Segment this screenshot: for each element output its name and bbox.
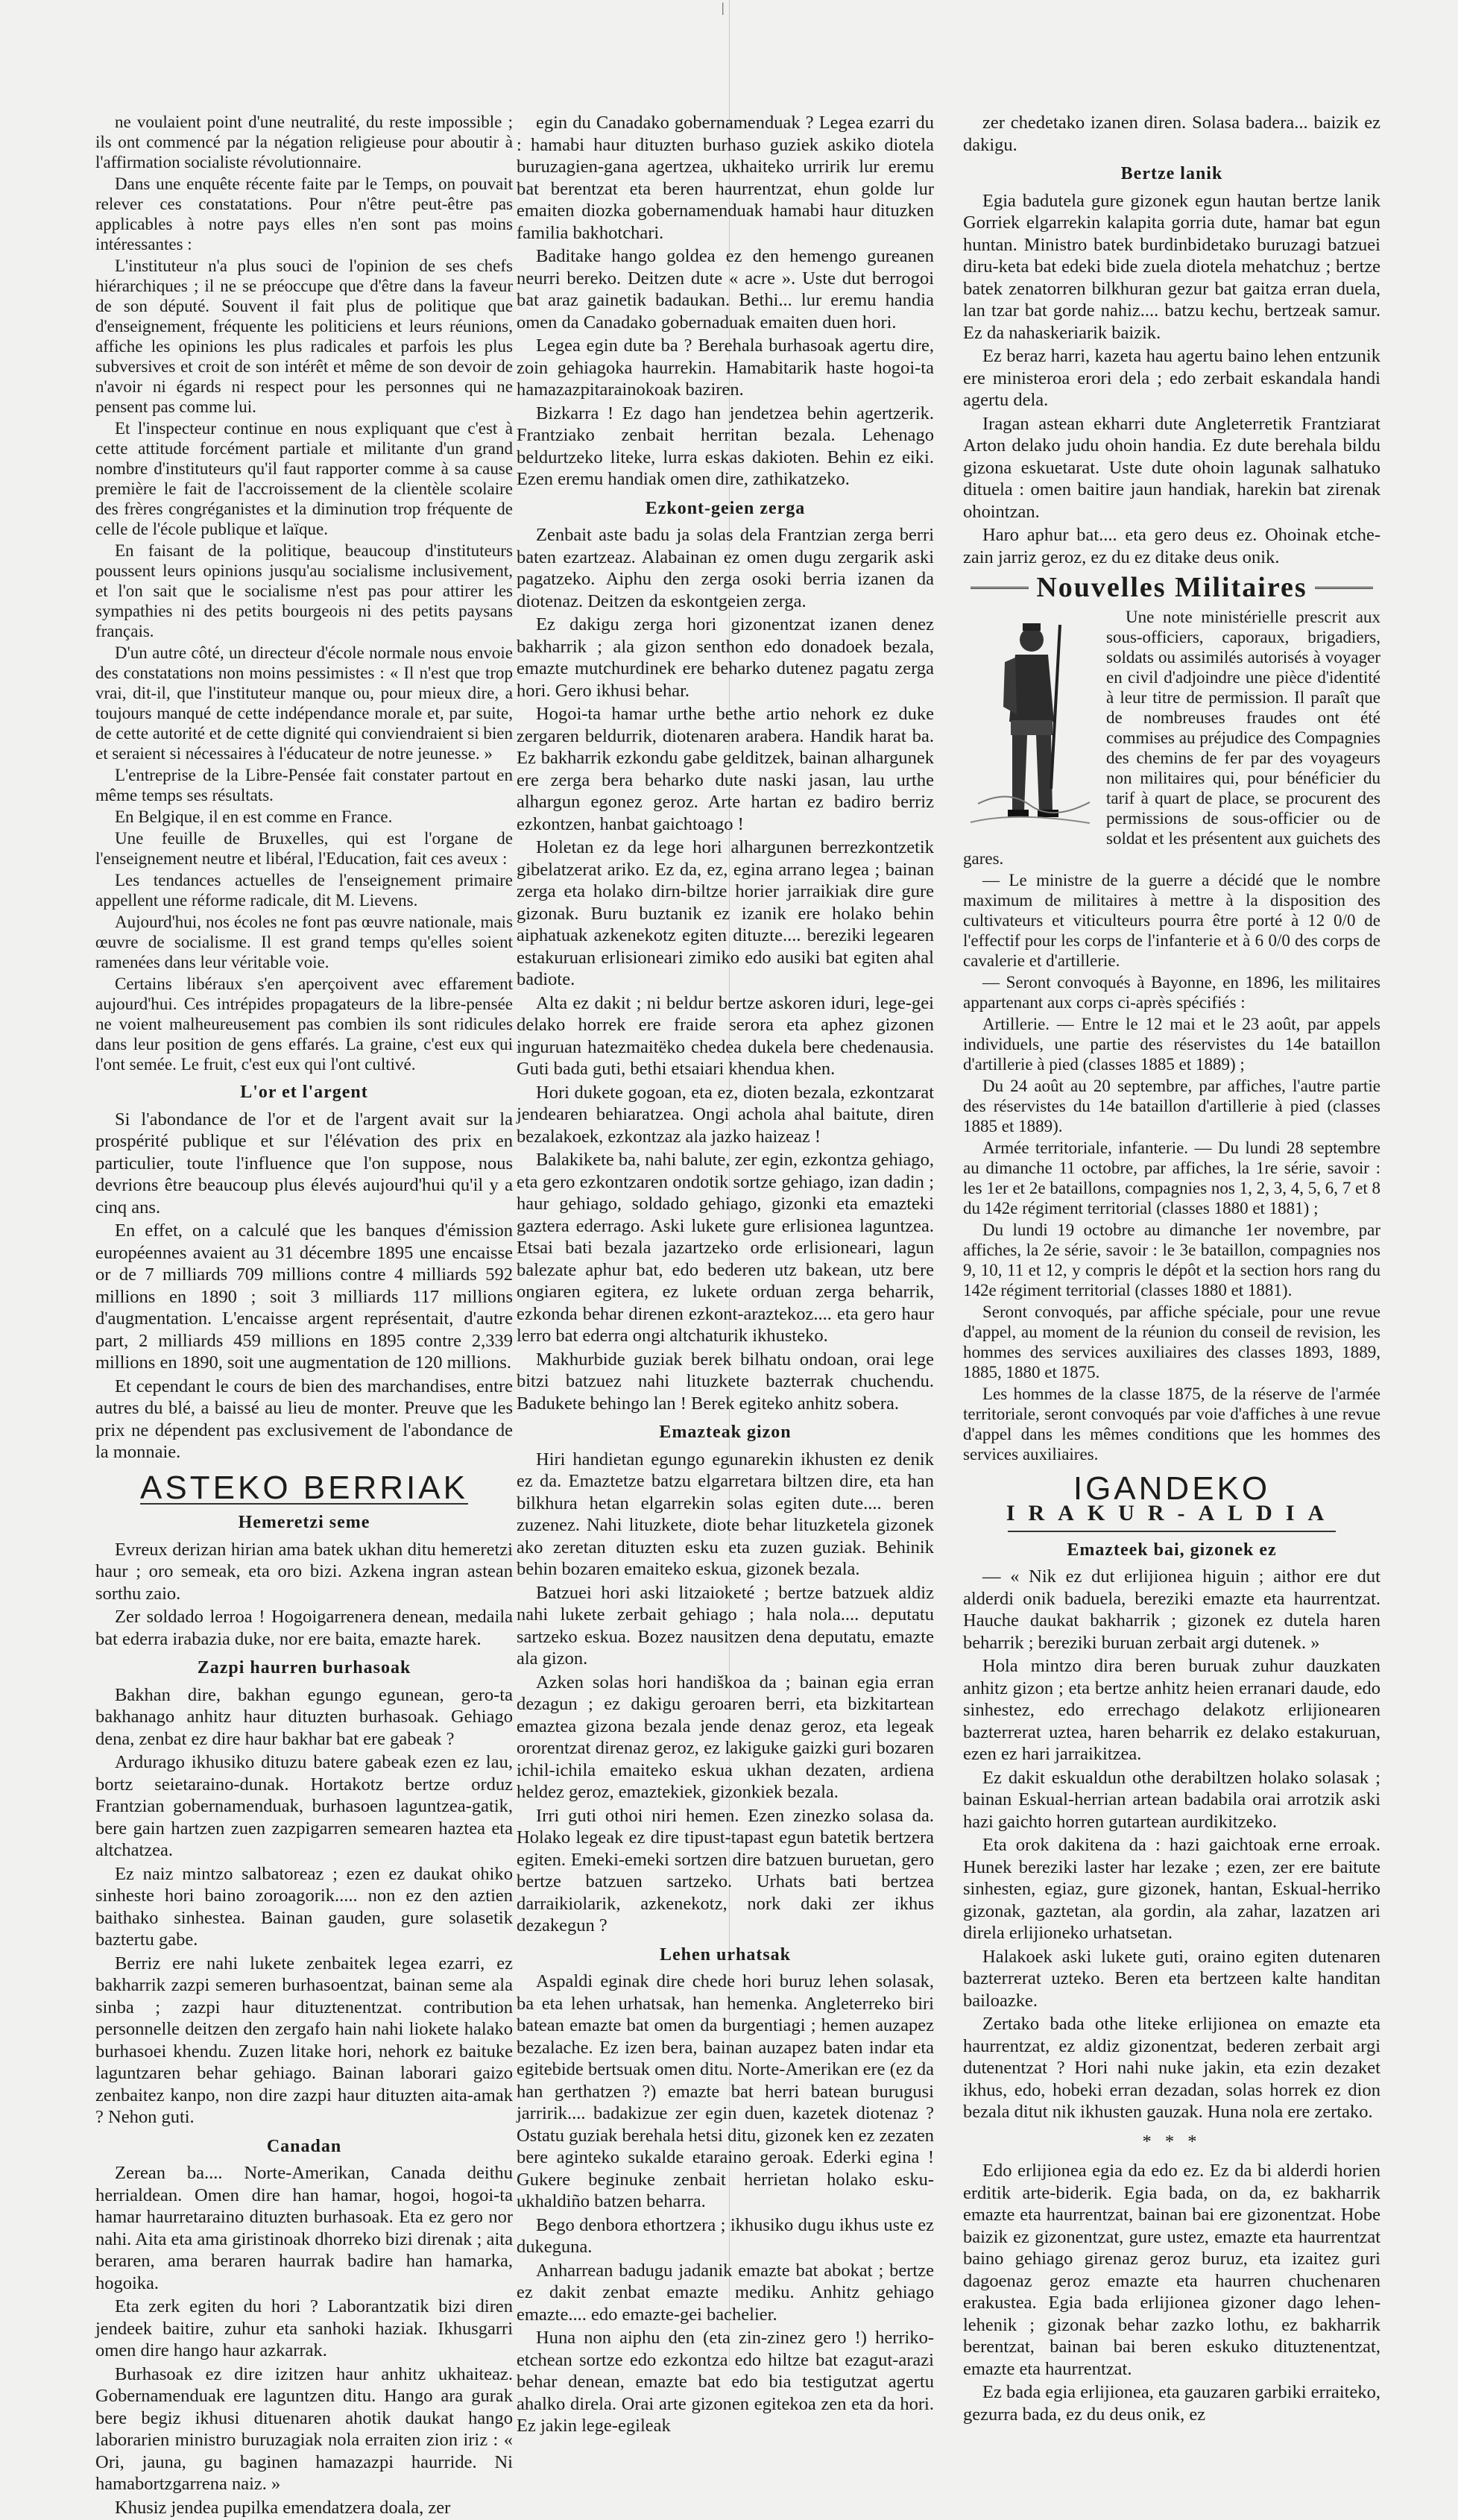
militaires-header [963, 572, 1380, 603]
paragraph: Ez dakit eskualdun othe derabiltzen holako solasak ; bainan Eskual-herrian artean badabila orai arrotzik aski hazi gaichto horren gutartean aurdikitzeko. [963, 1767, 1380, 1832]
header-rule [971, 587, 1029, 589]
paragraph: Huna non aiphu den (eta zin-zinez gero !) herriko-etchean sortze edo ezkontza edo hiltze bat ezagut-arazi behar denean, emazte bat edo bia testigutzat agertu ahalko direla. Orai arte gizonen egitekoa zen eta da hori. Ez jakin lege-egileak [517, 2328, 934, 2436]
paragraph: Hiri handietan egungo egunarekin ikhusten ez denik ez da. Emaztetze batzu elgarretara biltzen dire, eta han bilkhura hetan elgarrekin solas egiten dute.... beren zuzenez. Nahi lituzkete, diote behar lituzketela gizonek ako zeretan dituzten esku eta zuzen guziak. Behinik behin bozaren emaiteko eskua, gizonek bezala. [517, 1449, 934, 1579]
paragraph: En Belgique, il en est comme en France. [115, 807, 393, 826]
paragraph: En faisant de la politique, beaucoup d'instituteurs poussent leurs opinions jusqu'au socialisme inclusivement, et l'on sait que le socialisme n'est pas pour attirer les sympathies ni des petits bourgeois ni des petits paysans français. [95, 541, 513, 640]
paragraph: Ez dakigu zerga hori gizonentzat izanen denez bakharrik ; ala gizon senthon edo donadoek bezala, emazte mutchurdinek ere beharko dutenez pagatu zerga hori. Gero ikhusi behar. [517, 614, 934, 701]
paragraph: Zerean ba.... Norte-Amerikan, Canada deithu herrialdean. Omen dire han hamar, hogoi, hogoi-ta hamar haurretaraino dituzten burhasoak. Eta ez gero nor nahi. Aita eta ama giristinoak dhorreko bizi direnak ; aita beraren, ama beraren haurrak badire han hamarka, hogoika. [95, 2163, 513, 2293]
paragraph: Hogoi-ta hamar urthe bethe artio nehork ez duke zergaren beldurrik, diotenaren arabera. Handik harat ba. Ez bakharrik ezkondu gabe gelditzek, bainan alhargunek ere zerga bera beharko dute naski jasan, lau urthe alhargun egonez geroz. Arte hartan ez badiro berriz ezkontzen, hanbat gaichtoago ! [517, 704, 934, 834]
section-title: Emazteek bai, gizonek ez [1067, 1540, 1277, 1560]
paragraph: Les hommes de la classe 1875, de la réserve de l'armée territoriale, seront convoqués par voie d'affiches à une revue d'appel dans les mêmes conditions que les hommes des services auxiliaires. [963, 1384, 1380, 1464]
paragraph: Irri guti othoi niri hemen. Ezen zinezko solasa da. Holako legeak ez dire tipust-tapast egun batetik bertzera egiten. Emeki-emeki sortzen dire batzuen buruetan, gero bertze batzuen sartzeko. Urhats bati bertzea darraikiolarik, azkenekotz, nork daki zer ikhus dezakegun ? [517, 1805, 934, 1935]
paragraph: Evreux derizan hirian ama batek ukhan ditu hemeretzi haur ; oro semeak, eta oro bizi. Azkena ingran astean sorthu zaio. [95, 1539, 513, 1604]
paragraph: Burhasoak ez dire izitzen haur anhitz ukhaiteaz. Gobernamenduak ere laguntzen ditu. Hango ara gurak bere begiz ikhusi dituenaren ahotik daukat hango laborarien ministro buruzagiak nola erraiten zion iriz : « Ori, jauna, gu baginen hamazazpi haurride. Ni hamabortzgarrena naiz. » [95, 2363, 513, 2494]
soldier-icon [963, 610, 1097, 834]
paragraph: Zenbait aste badu ja solas dela Frantzian zerga berri baten ezartzeaz. Alabainan ez omen dugu zergarik aski pagatzeko. Aiphu den zerga osoki berria izanen da diotenaz. Deitzen da eskontgeien zerga. [517, 525, 934, 611]
paragraph: Armée territoriale, infanterie. — Du lundi 28 septembre au dimanche 11 octobre, par affiches, la 1re série, savoir : les 1er et 2e bataillons, compagnies nos 1, 2, 3, 4, 5, 6, 7 et 8 du 142e régiment territorial (classes 1880 et 1881) ; [963, 1138, 1380, 1218]
paragraph: Si l'abondance de l'or et de l'argent avait sur la prospérité publique et sur l'élévation des prix en particulier, toute l'influence que l'on suppose, nous devrions être beaucoup plus élevés aujourd'hui qu'il y a cinq ans. [95, 1109, 513, 1218]
section-title: L'or et l'argent [240, 1083, 368, 1102]
paragraph: Egia badutela gure gizonek egun hautan bertze lanik Gorriek elgarrekin kalapita gorria dute, hamar bat egun huntan. Ministro batek burdinbidetako buruzagi batzuei diru-keta bat edeki bide zuela diotela mehatchuz ; bertze batek zenatorren bilkhuran gezur bat gaitza erran duela, lan tzar bat gorde nahiz.... batzu kechu, bertzeak samur. Ez da nahaskeriarik baizik. [963, 190, 1380, 343]
paragraph: Une note ministérielle prescrit aux sous-officiers, caporaux, brigadiers, soldats ou assimilés autorisés à voyager en civil d'adjoindre une pièce d'identité à leur titre de permission. Il paraît que de nombreuses fraudes ont été commises au préjudice des Compagnies des chemins de fer par des voyageurs non militaires qui, pour bénéficier du tarif à quart de place, se procurent des permissions de sous-officier ou de soldat et les présentent aux guichets des gares. [963, 607, 1380, 868]
paragraph: Ez beraz harri, kazeta hau agertu baino lehen entzunik ere ministeroa erori dela ; edo zerbait eskandala handi agertu dela. [963, 346, 1380, 410]
title-rule [1008, 1531, 1336, 1532]
paragraph: Aspaldi eginak dire chede hori buruz lehen solasak, ba eta lehen urhatsak, han hemenka. Angleterreko biri batean emazte bat omen da burgentiagi ; hemen auzapez bezalache. Ez izen bera, bainan auzapez baten indar eta egitebide bertsuak omen ditu. Norte-Amerikan ere (ez da han gerthatzen ?) emazte bat herri batean burugusi jarririk.... badakizue zer egin duen, kazetek diotenaz ? Ostatu guziak berehala hetsi ditu, gizonek ken ez zezaten bere aginteko sukalde etaraino geroak. Ederki egina ! Gukere beginuke zenbait herrietan holako esku-ukhaldiño batzen beharra. [517, 1971, 934, 2211]
paragraph: Hola mintzo dira beren buruak zuhur dauzkaten anhitz gizon ; eta bertze anhitz heien erranari daude, edo sinhestez, edo errechago delakotz erlijionearen bazterrerat uztea, haren beharrik ez delako estakuruan, ezen ez hari jarraikitzea. [963, 1656, 1380, 1764]
paragraph: — Seront convoqués à Bayonne, en 1896, les militaires appartenant aux corps ci-après spécifiés : [963, 972, 1380, 1012]
section-title: Bertze lanik [1120, 164, 1223, 183]
paragraph: Du lundi 19 octobre au dimanche 1er novembre, par affiches, la 2e série, savoir : le 3e bataillon, compagnies nos 9, 10, 11 et 12, y compris le dépôt et la section hors rang du 142e régiment territorial (classes 1880 et 1881). [963, 1220, 1380, 1300]
paragraph: Khusiz jendea pupilka emendatzera doala, zer [115, 2497, 451, 2518]
paragraph: Holetan ez da lege hori alhargunen berrezkontzetik gibelatzerat ariko. Ez da, ez, egina arrano legea ; bainan zerga eta holako dirn-biltze horier jarraikiak dire gure gizonak. Buru buztanik ez izanik ere holako behin aiphatuak azkenekotz egiten dituzte.... bereziki legearen estakuruan erlisioneari zimiko edo ausiki bat egiten ahal badiote. [517, 837, 934, 989]
paragraph: — Le ministre de la guerre a décidé que le nombre maximum de militaires à mettre à la disposition des cultivateurs et viticulteurs pourra être porté à 12 0/0 de l'effectif pour les corps de l'infanterie et à 6 0/0 des corps de cavalerie et d'artillerie. [963, 870, 1380, 970]
paragraph: Aujourd'hui, nos écoles ne font pas œuvre nationale, mais œuvre de socialisme. Il est grand temps qu'elles soient ramenées dans leur véritable voie. [95, 913, 513, 971]
soldier-illustration [963, 610, 1097, 834]
paragraph: En effet, on a calculé que les banques d'émission européennes avaient au 31 décembre 1895 une encaisse or de 7 milliards 709 millions contre 4 milliards 592 millions en 1890 ; soit 3 milliards 117 millions d'augmentation. L'encaisse argent représentait, d'autre part, 2 milliards 459 millions en 1895 contre 2,339 millions en 1890, soit une augmentation de 120 millions. [95, 1220, 513, 1373]
paragraph: egin du Canadako gobernamenduak ? Legea ezarri du : hamabi haur dituzten burhaso guziek askiko diotela buruzagien-gana agertzea, ukhaiteko urririk lur eremu bat berentzat eta beren haurrentzat, ehun golde lur emaiten diozka gobernamenduak hamabi haur dituzken familia bakhotchari. [517, 113, 934, 243]
irakur-aldia-title: IRAKUR-ALDIA [1006, 1501, 1338, 1525]
paragraph: Makhurbide guziak berek bilhatu ondoan, orai lege bitzi batzuez nahi lituzkete bazterrak chuchendu. Badukete behingo lan ! Berek egiteko anhitz sobera. [517, 1349, 934, 1414]
paragraph: Zer soldado lerroa ! Hogoigarrenera denean, medaila bat ederra irabazia duke, nor ere baita, emazte harek. [95, 1607, 513, 1649]
paragraph: Eta orok dakitena da : hazi gaichtoak erne erroak. Hunek bereziki laster har lezake ; ezen, zer ere baitute sinhesten, egiaz, gure gizonek, hantan, Eskual-herriko gizonak, gaztetan, ala gordin, ala zahar, lazatzen ari direla erlijioneko urhatsetan. [963, 1835, 1380, 1943]
igandeko-title: IGANDEKO [1073, 1470, 1271, 1507]
section-title: Canadan [266, 2136, 342, 2156]
paragraph: Iragan astean ekharri dute Angleterretik Frantziarat Arton delako judu ohoin handia. Ez dute berehala bildu gizona eskuetarat. Uste dute ohoin lagunak salhatuko dituela : omen baitire jaun handiak, harekin bat zirenak ohointzan. [963, 413, 1380, 522]
paragraph: L'instituteur n'a plus souci de l'opinion de ses chefs hiérarchiques ; il ne se préoccupe que d'être dans la faveur de son député. Souvent il fait plus de politique que d'enseignement, fréquente les politiciens et leurs réunions, affiche les opinions les plus radicales et parfois les plus subversives et croit de son intérêt et même de son devoir de n'avoir ni égards ni respect pour les personnes qui ne pensent pas comme lui. [95, 256, 513, 416]
paragraph: Les tendances actuelles de l'enseignement primaire appellent une réforme radicale, dit M. Lievens. [95, 871, 513, 910]
paragraph: Baditake hango goldea ez den hemengo gureanen neurri bereko. Deitzen dute « acre ». Uste dut berrogoi bat araz gainetik badaukan. Bethi... lur eremu handia omen da Canadako gobernaduak emaiten duen hori. [517, 246, 934, 333]
paragraph: Berriz ere nahi lukete zenbaitek legea ezarri, ez bakharrik zazpi semeren burhasoentzat, bainan seme ala sinba ; zazpi haur dituztenentzat. contribution personnelle deitzen den zergafo hain nahi liokete halako burhasoei khendu. Zuzen litake hori, nehork ez baituke laguntzaren behar gehiago. Bainan laborari gaizo zenbaitez kanpo, non dire zazpi haur dituzten aita-amak ? Nehon guti. [95, 1953, 513, 2127]
paragraph: Du 24 août au 20 septembre, par affiches, l'autre partie des réservistes du 14e bataillon d'artillerie à pied (classes 1885 et 1889). [963, 1076, 1380, 1135]
paragraph: Balakikete ba, nahi balute, zer egin, ezkontza gehiago, eta gero ezkontzaren ondotik sortze gehiago, izan dadin ; haur gehiago, soldado gehiago, gizonki eta emazteki gaztera ederrago. Aski lukete gure erlisionea laguntzea. Etsai bati bezala jazartzeko orde erlisioneari, lagun balezate aphur bat, edo bederen utz bakean, utz bere ongiaren egitera, ez lukete orduan zerga beharrik, ezkonda behar direnen ezkont-araztekoz.... eta gero haur lerro bat ederra ongi altchaturik ikhusteko. [517, 1150, 934, 1346]
paragraph: Artillerie. — Entre le 12 mai et le 23 août, par appels individuels, une partie des réservistes du 14e bataillon d'artillerie à pied (classes 1885 et 1889) ; [963, 1014, 1380, 1074]
paragraph: Alta ez dakit ; ni beldur bertze askoren iduri, lege-gei delako horrek ere fraide serora eta aphez gizonen inguruan hatezmaitëko chedea dukela bere chedenausia. Guti bada guti, bethi etsaiari khendua khen. [517, 992, 934, 1079]
header-rule [1315, 587, 1373, 589]
column-1 [95, 112, 513, 2520]
militaires-block [963, 607, 1380, 1464]
column-2 [517, 112, 934, 2439]
militaires-title: Nouvelles Militaires [1036, 572, 1307, 603]
section-stars: * * * [1142, 2131, 1202, 2152]
section-title: Lehen urhatsak [659, 1944, 792, 1965]
paragraph: Azken solas hori handiškoa da ; bainan egia erran dezagun ; ez dakigu geroaren berri, eta bizkitartean emaztea gizona bezala jende denaz geroz, eta legeak ororentzat direnaz geroz, ez lakiguke gaizki guri bozaren ichil-ichila emaiteko eskua ukhan dezaten, ardiena heldez geroz, emaztekiek, gizonkiek bezala. [517, 1672, 934, 1802]
paragraph: Edo erlijionea egia da edo ez. Ez da bi alderdi horien erditik arte-biderik. Egia bada, on da, ez bakharrik emazte eta haurrentzat, bainan bai ere gizonentzat. Hobe baizik ez gizonentzat, gure ustez, emazte eta haurrentzat baino gehiago girenaz geroz buruz, eta izaitez guri dagoenaz geroz emazte eta haurren chuchenaren erakustea. Egia bada erlijionea gizoner dago lehen-lehenik ; gizonak behar zazko lothu, ez bakharrik berentzat, bainan bai beren eskuko dituztenentzat, emazte eta haurrentzat. [963, 2161, 1380, 2379]
paragraph: Anharrean badugu jadanik emazte bat abokat ; bertze ez dakit zenbat emazte mediku. Anhitz gehiago emazte.... edo emazte-gei bachelier. [517, 2260, 934, 2325]
paragraph: Halakoek aski lukete guti, oraino egiten dutenaren bazterrerat uzteko. Beren eta bertzeen kalte handitan bailoazke. [963, 1946, 1380, 2011]
asteko-berriak-title: ASTEKO BERRIAK [140, 1469, 468, 1506]
paragraph: Et l'inspecteur continue en nous expliquant que c'est à cette attitude forcément partiale et militante d'un grand nombre d'instituteurs qu'il faut rapporter comme à sa cause première le fait de l'accroissement de la clientèle scolaire des frères congréganistes et la diminution trop fréquente de celle de l'école publique et laïque. [95, 419, 513, 538]
paragraph: D'un autre côté, un directeur d'école normale nous envoie des constatations non moins pessimistes : « Il n'est que trop vrai, dit-il, que l'instituteur manque ou, pour mieux dire, a toujours manqué de cette indépendance morale et, par suite, de cette autorité et de cette dignité qui conviendraient si bien et seraient si nécessaires à l'éducateur de notre jeunesse. » [95, 643, 513, 763]
paragraph: Legea egin dute ba ? Berehala burhasoak agertu dire, zoin gehiagoka haurrekin. Hamabitarik haste hogoi-ta hamazazpitarainokoak baziren. [517, 336, 934, 400]
paragraph: Dans une enquête récente faite par le Temps, on pouvait relever ces constatations. Pour n'être peut-être pas applicables à notre pays elles n'en sont pas moins intéressantes : [95, 174, 513, 253]
paragraph: Eta zerk egiten du hori ? Laborantzatik bizi diren jendeek baitire, zuhur eta sanhoki haziak. Ikhusgarri omen dire hango haur azkarrak. [95, 2296, 513, 2360]
paragraph: Ez naiz mintzo salbatoreaz ; ezen ez daukat ohiko sinheste hori baino zoroagorik..... non ez den aztien baithako sinhestea. Bainan gauden, gure solasetik baztertu gabe. [95, 1863, 513, 1950]
paragraph: Bakhan dire, bakhan egungo egunean, gero-ta bakhanago anhitz haur dituzten burhasoak. Gehiago dena, zenbat ez dire haur bakhar bat ere gabeak ? [95, 1684, 513, 1749]
paragraph: Une feuille de Bruxelles, qui est l'organe de l'enseignement neutre et libéral, l'Education, fait ces aveux : [95, 829, 513, 868]
paragraph: Batzuei hori aski litzaioketé ; bertze batzuek aldiz nahi lukete zerbait gehiago ; hala nola.... deputatu sartzeko eskua. Bozez nausitzen dena deputatu, emazte ala gizon. [517, 1582, 934, 1669]
paragraph: — « Nik ez dut erlijionea higuin ; aithor ere dut alderdi onik baduela, bereziki emazte eta haurrentzat. Hauche daukat bakharrik ; gizonek ez dutela haren beharrik ; bereziki buruan zerbait argi dutenek. » [963, 1566, 1380, 1653]
paragraph: Ez bada egia erlijionea, eta gauzaren garbiki erraiteko, gezurra bada, ez du deus onik, ez [963, 2382, 1380, 2425]
section-title: Emazteak gizon [659, 1423, 792, 1442]
paragraph: Hori dukete gogoan, eta ez, dioten bezala, ezkontzarat jendearen behiaratzea. Ongi achola ahal baitute, diren bezalakoek, ezkontzaz ala jazko haizeaz ! [517, 1082, 934, 1147]
page-marker: | [722, 0, 725, 15]
paragraph: Bizkarra ! Ez dago han jendetzea behin agertzerik. Frantziako zenbait herritan bezala. Lehenago beldurtzeko liteke, lurra eskas dakioten. Behin ez eiki. Ezen eremu handiak omen dire, zathikatzeko. [517, 403, 934, 489]
paragraph: zer chedetako izanen diren. Solasa badera... baizik ez dakigu. [963, 113, 1380, 155]
paragraph: Haro aphur bat.... eta gero deus ez. Ohoinak etche-zain jarriz geroz, ez du ez ditake deus onik. [963, 525, 1380, 567]
paragraph: Bego denbora ethortzera ; ikhusiko dugu ikhus uste ez dukeguna. [517, 2214, 934, 2257]
paragraph: Certains libéraux s'en aperçoivent avec effarement aujourd'hui. Ces intrépides propagateurs de la libre-pensée ne voient malheureusement pas combien ils sont ridicules dans leur position de gens effarés. La graine, c'est eux qui l'ont semée. Le fruit, c'est eux qui l'ont cultivé. [95, 974, 513, 1074]
fr-text-block [95, 112, 513, 1074]
section-title: Ezkont-geien zerga [645, 498, 806, 518]
paragraph: Zertako bada othe liteke erlijionea on emazte eta haurrentzat, ez aldiz gizonentzat, bederen zerbait argi dutenentzat ? Hori nahi nuke jakin, eta ezin dezaket ikhus, edo, hobeki erran dezadan, solas horrek ez dion bezala ditut nik ikhusten gauzak. Huna nola ere zertako. [963, 2014, 1380, 2122]
section-title: Zazpi haurren burhasoak [197, 1658, 411, 1678]
section-title: Hemeretzi seme [238, 1513, 370, 1532]
paragraph: Seront convoqués, par affiche spéciale, pour une revue d'appel, au moment de la réunion du conseil de revision, les hommes des services auxiliaires des classes 1893, 1889, 1885, 1880 et 1875. [963, 1302, 1380, 1382]
paragraph: ne voulaient point d'une neutralité, du reste impossible ; ils ont commencé par la négation religieuse pour aboutir à l'affirmation socialiste révolutionnaire. [95, 113, 513, 171]
column-3 [963, 112, 1380, 2427]
paragraph: Ardurago ikhusiko dituzu batere gabeak ezen ez lau, bortz seietaraino-dunak. Hortakotz bertze orduz Frantzian gobernamenduak, burhasoen laguntzea-gatik, bere gain hartzen zuen zazpigarren semearen haztea eta altchatzea. [95, 1752, 513, 1860]
paragraph: Et cependant le cours de bien des marchandises, entre autres du blé, a baissé au lieu de monter. Preuve que les prix ne dépendent pas exclusivement de l'abondance de la monnaie. [95, 1376, 513, 1462]
paragraph: L'entreprise de la Libre-Pensée fait constater partout en même temps ses résultats. [95, 766, 513, 804]
